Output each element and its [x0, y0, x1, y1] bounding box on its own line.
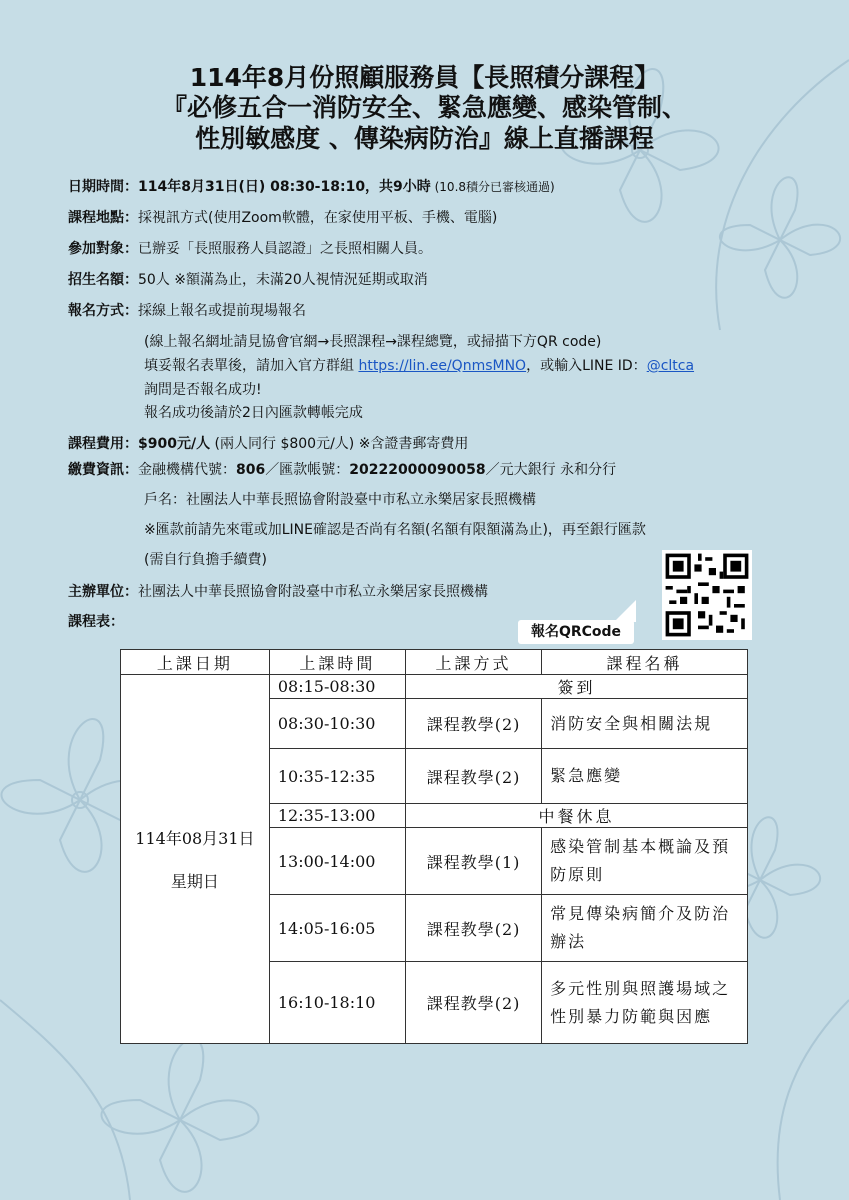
host-row [68, 582, 488, 602]
schedule-time: 10:35-12:35 [269, 749, 405, 804]
title-line-2: 『必修五合一消防安全、緊急應變、感染管制、 [161, 93, 687, 122]
schedule-time: 16:10-18:10 [269, 962, 405, 1044]
schedule-weekday: 星期日 [170, 872, 219, 891]
fee-label: 課程費用： [68, 436, 138, 452]
date-row [68, 177, 555, 197]
schedule-method: 課程教學(1) [406, 828, 542, 895]
host-value: 社團法人中華長照協會附設臺中市私立永樂居家長照機構 [138, 584, 488, 600]
location-value: 採視訊方式(使用Zoom軟體，在家使用平板、手機、電腦) [138, 210, 498, 226]
schedule-header-cell: 上課日期 [121, 650, 270, 675]
signup-line-2 [144, 356, 694, 376]
schedule-time: 08:15-08:30 [269, 675, 405, 699]
signup-label: 報名方式： [68, 303, 138, 319]
fee-main: $900元/人 [138, 436, 211, 452]
signup-value: 採線上報名或提前現場報名 [138, 303, 306, 319]
qr-code-label: 報名QRCode [518, 620, 634, 644]
bank-code: 806 [236, 462, 266, 478]
schedule-note: 簽到 [406, 675, 748, 699]
qr-code[interactable] [662, 550, 752, 640]
payment-note-2: (需自行負擔手續費) [144, 552, 267, 568]
line-id-link[interactable]: @cltca [646, 358, 695, 374]
schedule-method: 課程教學(2) [406, 962, 542, 1044]
audience-label: 參加對象： [68, 241, 138, 257]
schedule-header-cell: 上課時間 [269, 650, 405, 675]
schedule-time: 12:35-13:00 [269, 804, 405, 828]
schedule-time: 13:00-14:00 [269, 828, 405, 895]
payment-note-1: ※匯款前請先來電或加LINE確認是否尚有名額(名額有限額滿為止)，再至銀行匯款 [144, 522, 646, 538]
schedule-note: 中餐休息 [406, 804, 748, 828]
location-row [68, 208, 497, 228]
payment-b: ／匯款帳號： [265, 462, 350, 478]
schedule-time: 14:05-16:05 [269, 895, 405, 962]
title-line-1: 114年8月份照顧服務員【長照積分課程】 [189, 63, 660, 92]
schedule-label-text: 課程表： [68, 614, 124, 630]
date-note: (10.8積分已審核通過) [430, 180, 555, 194]
audience-value: 已辦妥「長照服務人員認證」之長照相關人員。 [138, 241, 432, 257]
schedule-label [68, 612, 124, 632]
schedule-method: 課程教學(2) [406, 749, 542, 804]
payment-c: ／元大銀行 永和分行 [485, 462, 617, 478]
schedule-course-name: 消防安全與相關法規 [542, 699, 748, 749]
schedule-header-row [121, 650, 748, 675]
quota-value: 50人 ※額滿為止，未滿20人視情況延期或取消 [138, 272, 428, 288]
schedule-course-name: 緊急應變 [542, 749, 748, 804]
fee-rest: (兩人同行 $800元/人) ※含證書郵寄費用 [210, 436, 469, 452]
schedule-header-cell: 課程名稱 [542, 650, 748, 675]
payment-label: 繳費資訊： [68, 462, 138, 478]
signup-row [68, 301, 306, 321]
schedule-table [120, 649, 748, 1044]
audience-row [68, 239, 432, 259]
schedule-header-cell: 上課方式 [406, 650, 542, 675]
signup-line-3: 詢問是否報名成功! [144, 382, 262, 398]
schedule-date: 114年08月31日 [135, 829, 255, 848]
signup-line-2b: ，或輸入LINE ID： [526, 358, 647, 374]
schedule-time: 08:30-10:30 [269, 699, 405, 749]
schedule-method: 課程教學(2) [406, 699, 542, 749]
quota-label: 招生名額： [68, 272, 138, 288]
signup-line-1: (線上報名網址請見協會官網→長照課程→課程總覽，或掃描下方QR code) [144, 334, 602, 350]
schedule-course-name: 多元性別與照護場域之性別暴力防範與因應 [542, 962, 748, 1044]
schedule-course-name: 常見傳染病簡介及防治辦法 [542, 895, 748, 962]
account-holder: 戶名：社團法人中華長照協會附設臺中市私立永樂居家長照機構 [144, 492, 536, 508]
location-label: 課程地點： [68, 210, 138, 226]
quota-row [68, 270, 428, 290]
schedule-row [121, 675, 748, 699]
fee-row [68, 434, 468, 454]
date-label: 日期時間： [68, 179, 138, 195]
payment-a: 金融機構代號： [138, 462, 236, 478]
schedule-table-body [121, 650, 748, 1044]
schedule-method: 課程教學(2) [406, 895, 542, 962]
signup-line-4: 報名成功後請於2日內匯款轉帳完成 [144, 405, 363, 421]
account-number: 20222000090058 [349, 462, 486, 478]
host-label: 主辦單位： [68, 584, 138, 600]
title-line-3: 性別敏感度 、傳染病防治』線上直播課程 [195, 124, 654, 153]
payment-row [68, 460, 616, 480]
line-group-link[interactable]: https://lin.ee/QnmsMNO [358, 358, 527, 374]
date-value: 114年8月31日(日) 08:30-18:10，共9小時 [138, 179, 431, 195]
schedule-date-cell [121, 675, 270, 1044]
schedule-course-name: 感染管制基本概論及預防原則 [542, 828, 748, 895]
signup-line-2a: 填妥報名表單後，請加入官方群組 [144, 358, 359, 374]
